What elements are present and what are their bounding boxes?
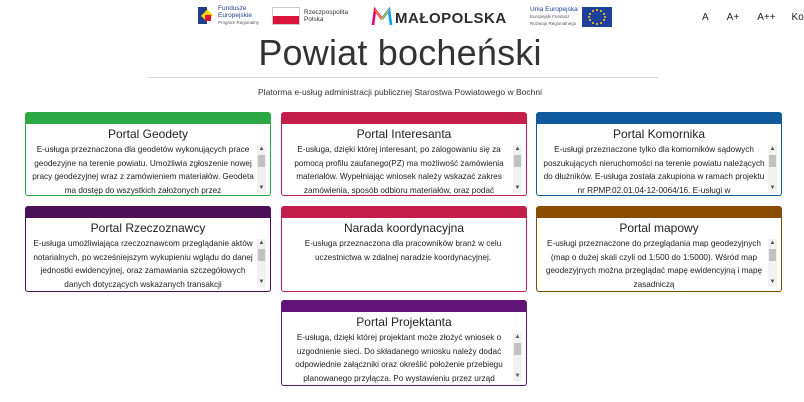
card-title[interactable]: Narada koordynacyjna [343, 221, 465, 235]
portal-card-interesanta[interactable] [281, 112, 527, 196]
scroll-down-icon[interactable]: ▼ [514, 373, 521, 379]
scroll-up-icon[interactable]: ▲ [258, 146, 265, 152]
portal-card-mapowy[interactable] [536, 206, 782, 292]
card-title[interactable]: Portal Geodety [107, 127, 189, 141]
scroll-down-icon[interactable]: ▼ [769, 185, 776, 191]
font-size-switcher [702, 12, 804, 23]
fundusze-europejskie-logo [196, 5, 259, 26]
scrollbar-thumb[interactable] [258, 249, 265, 261]
eu-flag-icon [582, 7, 612, 27]
font-size-normal-button[interactable]: A [702, 12, 709, 23]
portal-card-rzeczoznawcy[interactable] [25, 206, 271, 292]
card-body [32, 143, 266, 193]
fe-line3: Program Regionalny [218, 20, 260, 25]
scroll-down-icon[interactable]: ▼ [769, 279, 776, 285]
ue-line1: Unia Europejska [530, 6, 578, 13]
unia-europejska-logo [530, 6, 612, 27]
card-scrollbar[interactable] [257, 239, 266, 287]
malopolska-m-icon [372, 8, 392, 29]
card-color-bar [282, 113, 526, 124]
scroll-up-icon[interactable]: ▲ [514, 146, 521, 152]
page-title: Powiat bocheński [258, 32, 542, 73]
malopolska-text: MAŁOPOLSKA [395, 10, 507, 27]
card-body [288, 331, 522, 381]
card-description: E-usługi przeznaczone tylko dla komorników sądowych poszukujących nieruchomości na terenie powiatu należących do dłużników. E-usługa została zakupiona w ramach projektu nr RPMP.02.01.04-12-0064/16. E-usługi w [543, 145, 765, 195]
card-title[interactable]: Portal Projektanta [356, 315, 452, 329]
ue-line3: Rozwoju Regionalnego [530, 21, 577, 26]
portal-card-narada[interactable] [281, 206, 527, 292]
card-scrollbar[interactable] [768, 145, 777, 193]
fe-line2: Europejskie [218, 12, 252, 19]
contrast-button[interactable]: Ko [791, 12, 804, 23]
scrollbar-thumb[interactable] [769, 155, 776, 167]
font-size-xlarge-button[interactable]: A++ [757, 12, 776, 23]
card-scrollbar[interactable] [257, 145, 266, 193]
card-color-bar [26, 207, 270, 218]
card-body [288, 237, 522, 287]
card-description: E-usługa przeznaczona dla pracowników branż w celu uczestnictwa w zdalnej naradzie koordynacyjnej. [304, 239, 502, 262]
scroll-down-icon[interactable]: ▼ [258, 185, 265, 191]
card-title[interactable]: Portal Komornika [612, 127, 706, 141]
malopolska-logo [372, 8, 507, 29]
card-color-bar [282, 207, 526, 218]
card-title[interactable]: Portal Rzeczoznawcy [90, 221, 206, 235]
card-body [32, 237, 266, 287]
card-color-bar [26, 113, 270, 124]
fe-line1: Fundusze [218, 5, 247, 12]
title-divider [148, 77, 658, 78]
scrollbar-thumb[interactable] [514, 155, 521, 167]
card-title[interactable]: Portal mapowy [619, 221, 699, 235]
scroll-down-icon[interactable]: ▼ [514, 185, 521, 191]
card-description: E-usługi przeznaczone do przeglądania map geodezyjnych (map o dużej skali czyli od 1:500 do 1:5000). Wśród map geodezyjnych można przeglądać mapę ewidencyjną i mapę zasadniczą [545, 239, 763, 289]
card-description: E-usługa umożliwiająca rzeczoznawcom przeglądanie aktów notarialnych, po wcześniejszym wykupieniu wglądu do danej jednostki ewidencyjnej, oraz zamawiania szczegółowych danych dotyczących wskazanych transakcji [33, 239, 253, 289]
portal-card-komornika[interactable] [536, 112, 782, 196]
scroll-down-icon[interactable]: ▼ [258, 279, 265, 285]
card-scrollbar[interactable] [513, 145, 522, 193]
card-description: E-usługa przeznaczona dla geodetów wykonujących prace geodezyjne na terenie powiatu. Umożliwia zgłoszenie nowej pracy geodezyjnej wraz z zamówieniem materiałów. Geodeta ma dostęp do wszystkich założonych przez [32, 145, 254, 195]
card-color-bar [282, 301, 526, 312]
scroll-up-icon[interactable]: ▲ [258, 240, 265, 246]
scroll-up-icon[interactable]: ▲ [514, 334, 521, 340]
font-size-large-button[interactable]: A+ [726, 12, 740, 23]
page-subtitle: Platorma e-usług administracji publicznej Starostwa Powiatowego w Bochni [258, 87, 542, 97]
card-body [543, 143, 777, 193]
portal-card-projektanta[interactable] [281, 300, 527, 386]
ue-line2: Europejski Fundusz [530, 14, 570, 19]
portal-card-geodety[interactable] [25, 112, 271, 196]
card-title[interactable]: Portal Interesanta [356, 127, 452, 141]
rp-line2: Polska [304, 16, 324, 23]
scroll-up-icon[interactable]: ▲ [769, 146, 776, 152]
rzeczpospolita-polska-logo [272, 7, 348, 25]
scrollbar-thumb[interactable] [514, 343, 521, 355]
fe-star-icon [196, 6, 214, 26]
card-description: E-usługa, dzięki której projektant może złożyć wniosek o uzgodnienie sieci. Do składanego wniosku należy dodać odpowiednie załączniki oraz określić położenie przebiegu planowanego przyłącza. Po wystawieniu przez urząd [295, 333, 503, 383]
rp-line1: Rzeczpospolita [304, 9, 349, 16]
card-scrollbar[interactable] [768, 239, 777, 287]
card-color-bar [537, 113, 781, 124]
polish-flag-icon [272, 7, 300, 25]
card-body [543, 237, 777, 287]
scrollbar-thumb[interactable] [769, 249, 776, 261]
card-color-bar [537, 207, 781, 218]
card-body [288, 143, 522, 193]
card-description: E-usługa, dzięki której interesant, po zalogowaniu się za pomocą profilu zaufanego(PZ) ma możliwość zamówienia materiałów. Wypełniając wniosek należy wskazać zakres zamówienia, sposób odbioru materiałów, oraz podać [294, 145, 504, 195]
scrollbar-thumb[interactable] [258, 155, 265, 167]
scroll-up-icon[interactable]: ▲ [769, 240, 776, 246]
card-scrollbar[interactable] [513, 333, 522, 381]
